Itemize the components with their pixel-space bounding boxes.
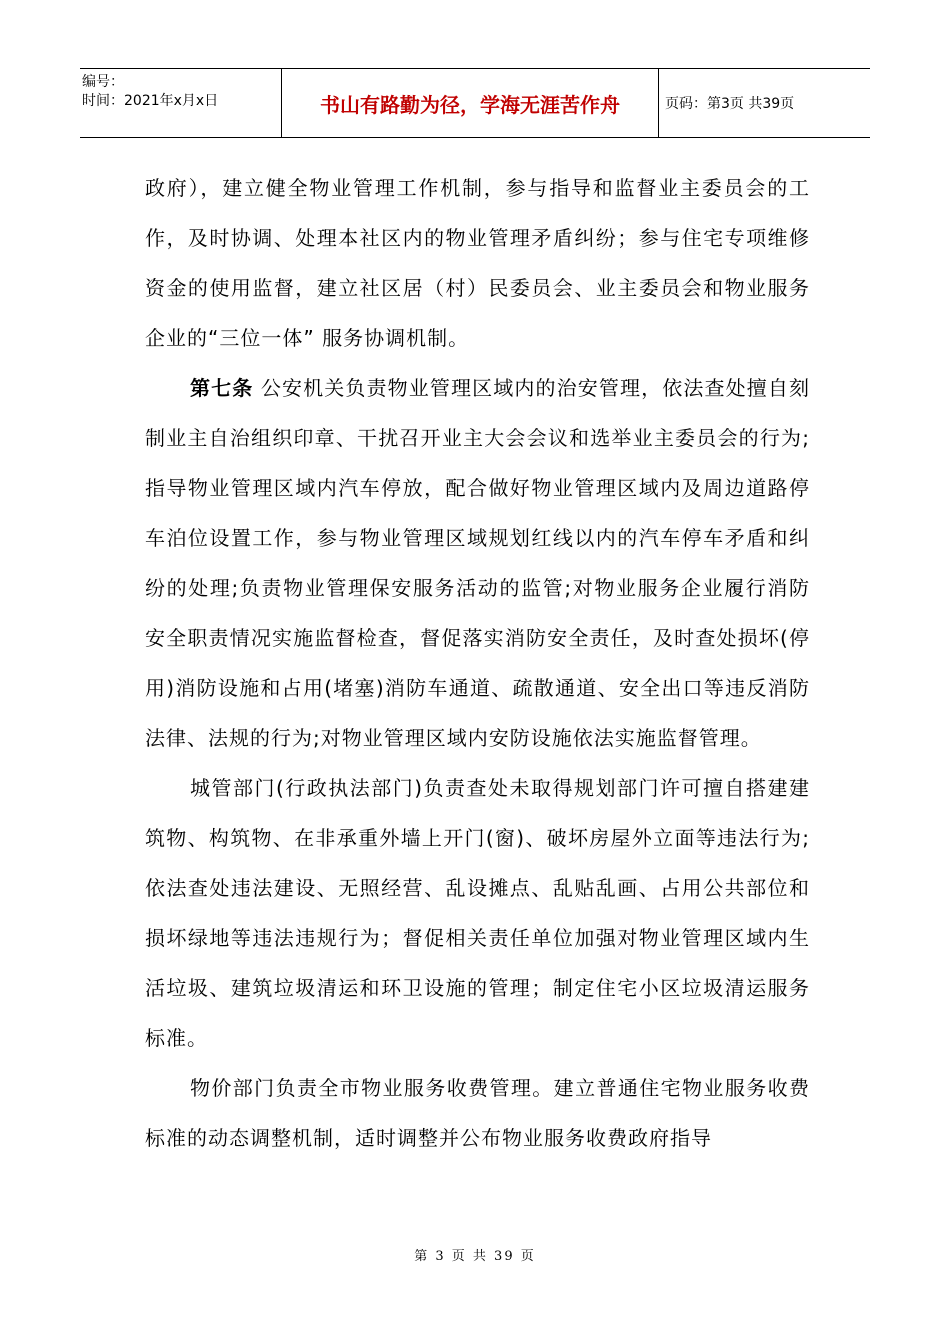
header-motto: 书山有路勤为径，学海无涯苦作舟 bbox=[282, 69, 659, 137]
paragraph-2 bbox=[145, 363, 810, 763]
paragraph-2-text: 公安机关负责物业管理区域内的治安管理，依法查处擅自刻制业主自治组织印章、干扰召开业主大会会议和选举业主委员会的行为;指导物业管理区域内汽车停放，配合做好物业管理区域内及周边道路停车泊位设置工作，参与物业管理区域规划红线以内的汽车停车矛盾和纠纷的处理;负责物业管理保安服务活动的监管;对物业服务企业履行消防安全职责情况实施监督检查，督促落实消防安全责任，及时查处损坏(停用)消防设施和占用(堵塞)消防车通道、疏散通道、安全出口等违反消防法律、法规的行为;对物业管理区域内安防设施依法实施监督管理。 bbox=[145, 376, 811, 750]
document-date: 时间：2021年x月x日 bbox=[82, 93, 219, 109]
document-body bbox=[145, 163, 810, 1163]
page-footer: 第 3 页 共 39 页 bbox=[414, 1249, 536, 1264]
paragraph-1: 政府），建立健全物业管理工作机制，参与指导和监督业主委员会的工作，及时协调、处理本社区内的物业管理矛盾纠纷；参与住宅专项维修资金的使用监督，建立社区居（村）民委员会、业主委员会和物业服务企业的“三位一体” 服务协调机制。 bbox=[145, 176, 810, 350]
header-page-info: 页码：第3页 共39页 bbox=[665, 96, 795, 112]
paragraph-3: 城管部门(行政执法部门)负责查处未取得规划部门许可擅自搭建建筑物、构筑物、在非承重外墙上开门(窗)、破坏房屋外立面等违法行为;依法查处违法建设、无照经营、乱设摊点、乱贴乱画、占用公共部位和损坏绿地等违法违规行为；督促相关责任单位加强对物业管理区域内生活垃圾、建筑垃圾清运和环卫设施的管理；制定住宅小区垃圾清运服务标准。 bbox=[145, 776, 810, 1050]
header-meta bbox=[80, 69, 282, 137]
article-heading: 第七条 bbox=[190, 376, 254, 400]
paragraph-4: 物价部门负责全市物业服务收费管理。建立普通住宅物业服务收费标准的动态调整机制，适时调整并公布物业服务收费政府指导 bbox=[145, 1076, 810, 1150]
document-number-label: 编号： bbox=[82, 74, 124, 90]
page-header bbox=[80, 68, 870, 138]
